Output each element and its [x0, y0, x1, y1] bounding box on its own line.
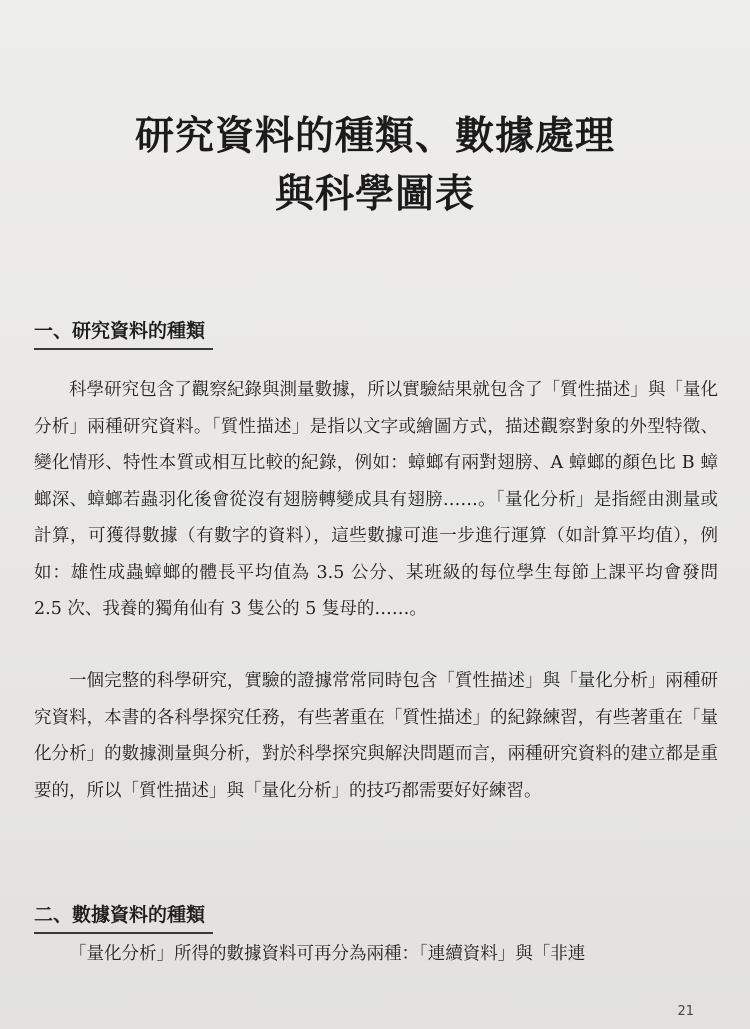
section-2-paragraph-1: 「量化分析」所得的數據資料可再分為兩種：「連續資料」與「非連 — [69, 944, 586, 964]
page-number: 21 — [677, 1004, 694, 1019]
section-1-paragraph-1: 科學研究包含了觀察紀錄與測量數據，所以實驗結果就包含了「質性描述」與「量化分析」兩種研究資料。「質性描述」是指以文字或繪圖方式，描述觀察對象的外型特徵、變化情形、特性本質或相互比較的紀錄，例如：蟑螂有兩對翅膀、A 蟑螂的顏色比 B 蟑螂深、蟑螂若蟲羽化後會從沒有翅膀轉變成具有翅膀……。「量化分析」是指經由測量或計算，可獲得數據（有數字的資料），這些數據可進一步進行運算（如計算平均值），例如：雄性成蟲蟑螂的體長平均值為 3.5 公分、某班級的每位學生每節上課平均會發問 2.5 次、我養的獨角仙有 3 隻公的 5 隻母的……。 — [34, 380, 718, 619]
page-title — [0, 108, 750, 224]
section-heading-1: 一、研究資料的種類 — [34, 318, 213, 350]
section-heading-2: 二、數據資料的種類 — [34, 902, 213, 934]
page-title-line-2: 與科學圖表 — [274, 172, 475, 217]
section-1-paragraph-2: 一個完整的科學研究，實驗的證據常常同時包含「質性描述」與「量化分析」兩種研究資料，本書的各科學探究任務，有些著重在「質性描述」的紀錄練習，有些著重在「量化分析」的數據測量與分析，對於科學探究與解決問題而言，兩種研究資料的建立都是重要的，所以「質性描述」與「量化分析」的技巧都需要好好練習。 — [34, 671, 718, 801]
page-title-line-1: 研究資料的種類、數據處理 — [134, 114, 615, 159]
